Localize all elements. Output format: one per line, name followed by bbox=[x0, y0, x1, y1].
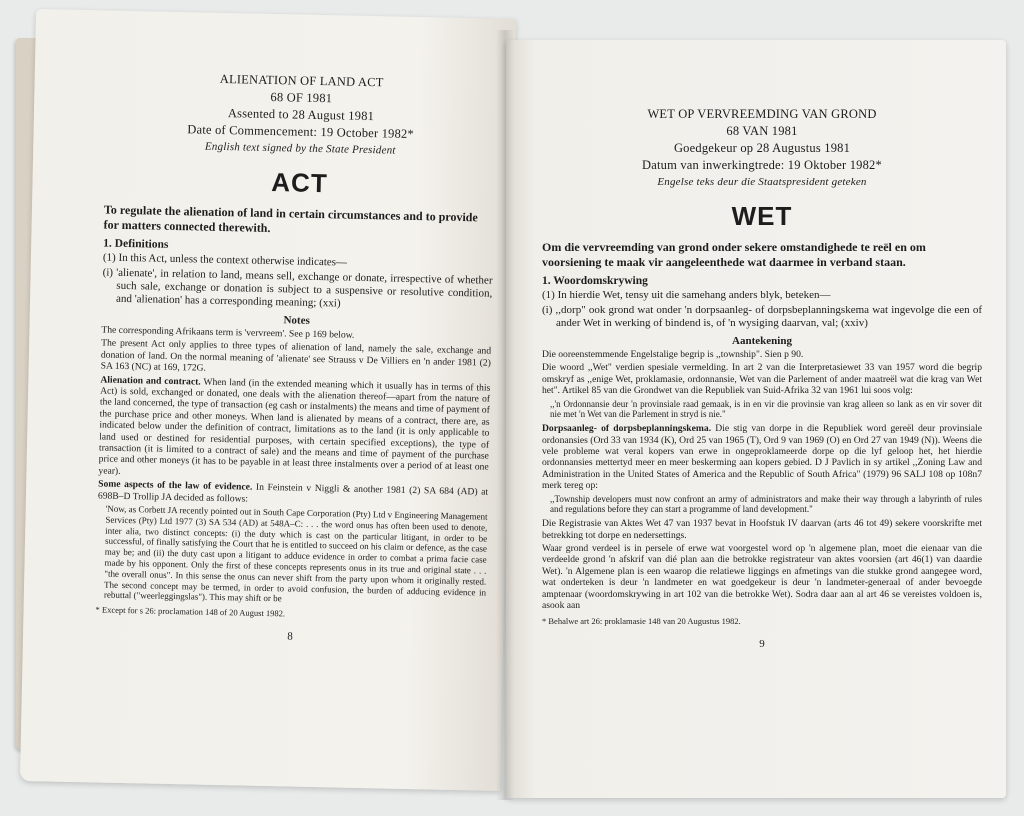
case-quote: 'Now, as Corbett JA recently pointed out in South Cape Corporation (Pty) Ltd v Engineering Management Services (Pty) Ltd 1977 (3) SA 534 (AD) at 548A–C: . . . the word onus has often been used to denote, inter alia, two distinct concepts: (i) the duty which is cast on the particular litigant, in order to be successful, of finally satisfying the Court that he is entitled to succeed on his claim or defence, as the case may be; and (ii) the duty cast upon a litigant to adduce evidence in order to combat a prima facie case made by his opponent. Only the first of these concepts represents onus in its true and original state . . . "the overall onus". In this sense the onus can never shift from the party upon whom it originally rested. The second concept may be termed, in order to avoid confusion, the burden of adducing evidence in rebuttal ("weerleggingslas"). This may shift or be bbox=[103, 503, 488, 604]
left-page bbox=[20, 9, 516, 791]
note-label: Some aspects of the law of evidence. bbox=[98, 478, 253, 493]
note-paragraph bbox=[98, 374, 490, 485]
long-title: Om die vervreemding van grond onder sekere omstandighede te reël en om voorsiening te maak vir aangeleenthede wat daarmee in verband staan. bbox=[542, 240, 926, 269]
assent-date: Assented to 28 August 1981 bbox=[227, 106, 375, 124]
definition-dorp: (i) ,,dorp" ook grond wat onder 'n dorpsaanleg- of dorpsbeplanningskema wat ingevolge die een of ander Wet in werking of bindend is, of 'n wysiging daarvan, val; (xxiv) bbox=[542, 304, 982, 329]
note-paragraph: Die ooreenstemmende Engelstalige begrip is ,,township". Sien p 90. bbox=[542, 349, 804, 360]
signed-note: English text signed by the State President bbox=[204, 140, 396, 157]
notes-heading: Notes bbox=[283, 314, 310, 327]
quote: ,,'n Ordonnansie deur 'n provinsiale raad gemaak, is in en vir die provinsie van krag alleen so lank as en vir sover dit nie met 'n Wet van die Parlement in stryd is nie." bbox=[550, 398, 982, 420]
right-page-content bbox=[542, 106, 982, 650]
definition-intro: (1) In this Act, unless the context otherwise indicates— bbox=[102, 251, 348, 269]
act-header bbox=[542, 106, 982, 191]
note-text: Die stig van dorpe in die Republiek word gereël deur provinsiale ordonansies (Ord 33 van 1934 (K), Ord 25 van 1965 (T), Ord 9 van 1969 (O) en Ord 27 van 1949 (N)). Weens die vele probleme wat veral kopers van erwe in ongeproklameerde dorpe op die lyf geloop het, het hierdie ordonnansies mettertyd meer en meer beskerming aan kopers gebied. D J Pavlich in sy artikel ,,Zoning Law and Administration in the United States of America and the Republic of South Africa" (1979) 96 SALJ 108 op 108n7 merk tereg op: bbox=[542, 423, 982, 492]
note-label: Alienation and contract. bbox=[100, 374, 201, 388]
right-page bbox=[506, 40, 1006, 798]
definition-alienate: (i) 'alienate', in relation to land, means sell, exchange or donate, irrespective of whether such sale, exchange or donation is subject to a suspensive or resolutive condition, and 'alienation' has a corresponding meaning; (xxi) bbox=[102, 266, 493, 310]
commencement-date: Date of Commencement: 19 October 1982* bbox=[187, 122, 415, 141]
commencement-date: Datum van inwerkingtrede: 19 Oktober 1982* bbox=[642, 158, 882, 172]
act-number: 68 VAN 1981 bbox=[726, 124, 798, 138]
note-paragraph: The corresponding Afrikaans term is 'vervreem'. See p 169 below. bbox=[101, 324, 355, 341]
act-number: 68 OF 1981 bbox=[270, 89, 333, 106]
notes-heading: Aantekening bbox=[732, 335, 792, 347]
act-title: WET OP VERVREEMDING VAN GROND bbox=[647, 107, 877, 121]
note-text: In Feinstein v Niggli & another 1981 (2) SA 684 (AD) at 698B–D Trollip JA decided as follows: bbox=[97, 482, 489, 505]
act-title: ALIENATION OF LAND ACT bbox=[219, 71, 384, 90]
footnote: * Behalwe art 26: proklamasie 148 van 20 Augustus 1982. bbox=[542, 615, 741, 626]
note-label: Dorpsaanleg- of dorpsbeplanningskema. bbox=[542, 423, 712, 435]
long-title: To regulate the alienation of land in certain circumstances and to provide for matters connected therewith. bbox=[103, 202, 478, 235]
definition-intro: (1) In hierdie Wet, tensy uit die samehang anders blyk, beteken— bbox=[542, 289, 831, 301]
page-number: 8 bbox=[287, 630, 293, 643]
act-header bbox=[105, 69, 497, 162]
note-paragraph: Waar grond verdeel is in persele of erwe wat voorgestel word op 'n algemene plan, moet die eienaar van die verdeelde grond 'n afskrif van dié plan aan die betrokke registrateur van aktes voorsien (art 46(1) van daardie Wet). 'n Algemene plan is een waarop die relatiewe liggings en afmetings van die stukke grond aangegee word, wat onderteken is deur 'n landmeter en wat goedgekeur is deur 'n landmeter-generaal of ander bevoegde amptenaar (woordomskrywing in art 102 van die betrokke Wet). Sodra daar aan al art 46 se vereistes voldoen is, asook aan bbox=[542, 543, 982, 612]
act-heading: WET bbox=[731, 201, 793, 231]
quote: ,,Township developers must now confront an army of administrators and make their way through a labyrinth of rules and regulations before they can start a programme of land development." bbox=[550, 493, 982, 515]
note-paragraph: The present Act only applies to three types of alienation of land, namely the sale, exchange and donation of land. On the normal meaning of 'alienate' see Strauss v De Villiers en 'n ander 1981 (2) SA 163 (NC) at 169, 172G. bbox=[100, 337, 492, 374]
signed-note: Engelse teks deur die Staatspresident geteken bbox=[657, 176, 867, 188]
note-paragraph bbox=[542, 423, 982, 491]
section-title: 1. Definitions bbox=[103, 237, 169, 251]
note-paragraph: Die woord ,,Wet" verdien spesiale vermelding. In art 2 van die Interpretasiewet 33 van 1957 word die begrip omskryf as ,,enige Wet, proklamasie, ordonnansie, Wet van die Parlement of ander maatreël wat die krag van Wet het". Artikel 85 van die Grondwet van die Republiek van Suid-Afrika 32 van 1961 lui soos volg: bbox=[542, 362, 982, 397]
note-paragraph: Die Registrasie van Aktes Wet 47 van 1937 bevat in Hoofstuk IV daarvan (arts 46 tot 49) sekere voorskrifte met betrekking tot dorpe en nedersettings. bbox=[542, 518, 982, 541]
note-text: When land (in the extended meaning which it usually has in terms of this Act) is sold, exchanged or donated, one deals with the alienation thereof—apart from the nature of the land concerned, the type of transaction (eg cash or instalments) the means and time of payment of the purchase price and other moneys. When land is alienated by means of a contract, there are, as indicated below under the definition of contract, limitations as to the land (it is only applicable to land used or destined for residential purposes, with certain specified exceptions), the type of transaction (it is limited to a contract of sale) and the means and time of payment of the purchase price and other moneys (it has to be payable in at least three instalments over a period of at least one year). bbox=[98, 376, 491, 477]
assent-date: Goedgekeur op 28 Augustus 1981 bbox=[673, 141, 851, 155]
act-heading: ACT bbox=[271, 167, 329, 199]
footnote: * Except for s 26: proclamation 148 of 20 August 1982. bbox=[95, 604, 286, 619]
left-page-content bbox=[95, 69, 497, 647]
page-number: 9 bbox=[759, 637, 765, 650]
section-title: 1. Woordomskrywing bbox=[542, 275, 648, 287]
